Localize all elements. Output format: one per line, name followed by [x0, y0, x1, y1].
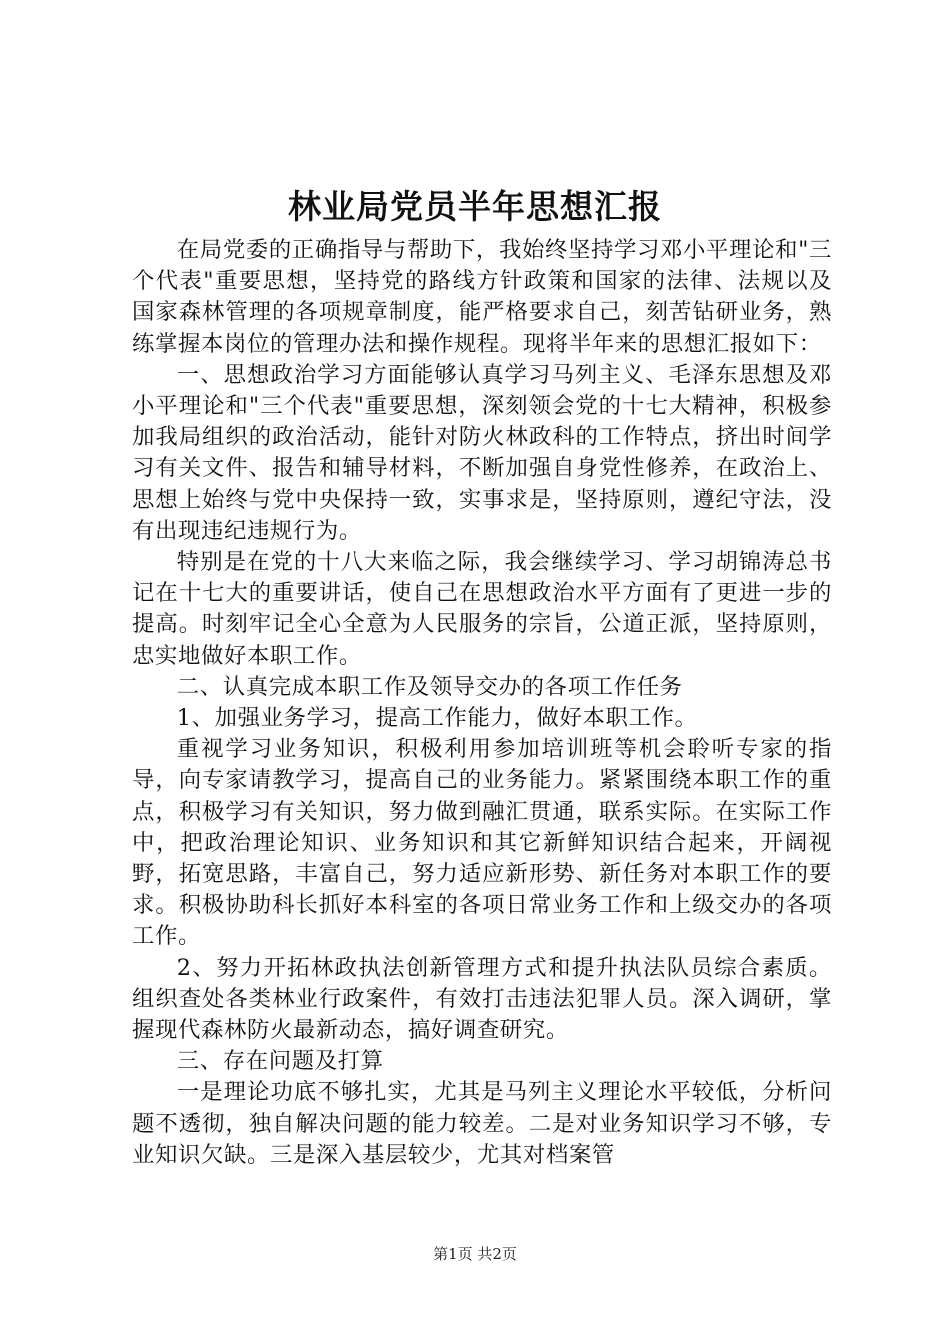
- paragraph-eighteenth-congress: 特别是在党的十八大来临之际，我会继续学习、学习胡锦涛总书记在十七大的重要讲话，使自己在思想政治水平方面有了更进一步的提高。时刻牢记全心全意为人民服务的宗旨，公道正派，坚持原则，忠实地做好本职工作。: [132, 549, 832, 669]
- paragraph-problems: 一是理论功底不够扎实，尤其是马列主义理论水平较低，分析问题不透彻，独自解决问题的能力较差。二是对业务知识学习不够，专业知识欠缺。三是深入基层较少，尤其对档案管: [132, 1079, 832, 1168]
- heading-section-2: 二、认真完成本职工作及领导交办的各项工作任务: [176, 673, 683, 700]
- paragraph-section-1: 一、思想政治学习方面能够认真学习马列主义、毛泽东思想及邓小平理论和"三个代表"重要思想，深刻领会党的十七大精神，积极参加我局组织的政治活动，能针对防火林政科的工作特点，挤出时间学习有关文件、报告和辅导材料，不断加强自身党性修养，在政治上、思想上始终与党中央保持一致，实事求是，坚持原则，遵纪守法，没有出现违纪违规行为。: [132, 361, 832, 544]
- paragraph-item-2: 2、努力开拓林政执法创新管理方式和提升执法队员综合素质。组织查处各类林业行政案件，有效打击违法犯罪人员。深入调研，掌握现代森林防火最新动态，搞好调查研究。: [132, 954, 832, 1044]
- paragraph-intro: 在局党委的正确指导与帮助下，我始终坚持学习邓小平理论和"三个代表"重要思想，坚持党的路线方针政策和国家的法律、法规以及国家森林管理的各项规章制度，能严格要求自己，刻苦钻研业务，熟练掌握本岗位的管理办法和操作规程。现将半年来的思想汇报如下：: [132, 237, 832, 357]
- document-title: 林业局党员半年思想汇报: [288, 187, 662, 226]
- document-body: [132, 235, 832, 1171]
- paragraph-business-study: 重视学习业务知识，积极利用参加培训班等机会聆听专家的指导，向专家请教学习，提高自己的业务能力。紧紧围绕本职工作的重点，积极学习有关知识，努力做到融汇贯通，联系实际。在实际工作中，把政治理论知识、业务知识和其它新鲜知识结合起来，开阔视野，拓宽思路，丰富自己，努力适应新形势、新任务对本职工作的要求。积极协助科长抓好本科室的各项日常业务工作和上级交办的各项工作。: [132, 736, 832, 950]
- page-number-footer: 第1页 共2页: [433, 1245, 517, 1263]
- heading-item-1: 1、加强业务学习，提高工作能力，做好本职工作。: [176, 705, 698, 732]
- heading-section-3: 三、存在问题及打算: [176, 1048, 384, 1075]
